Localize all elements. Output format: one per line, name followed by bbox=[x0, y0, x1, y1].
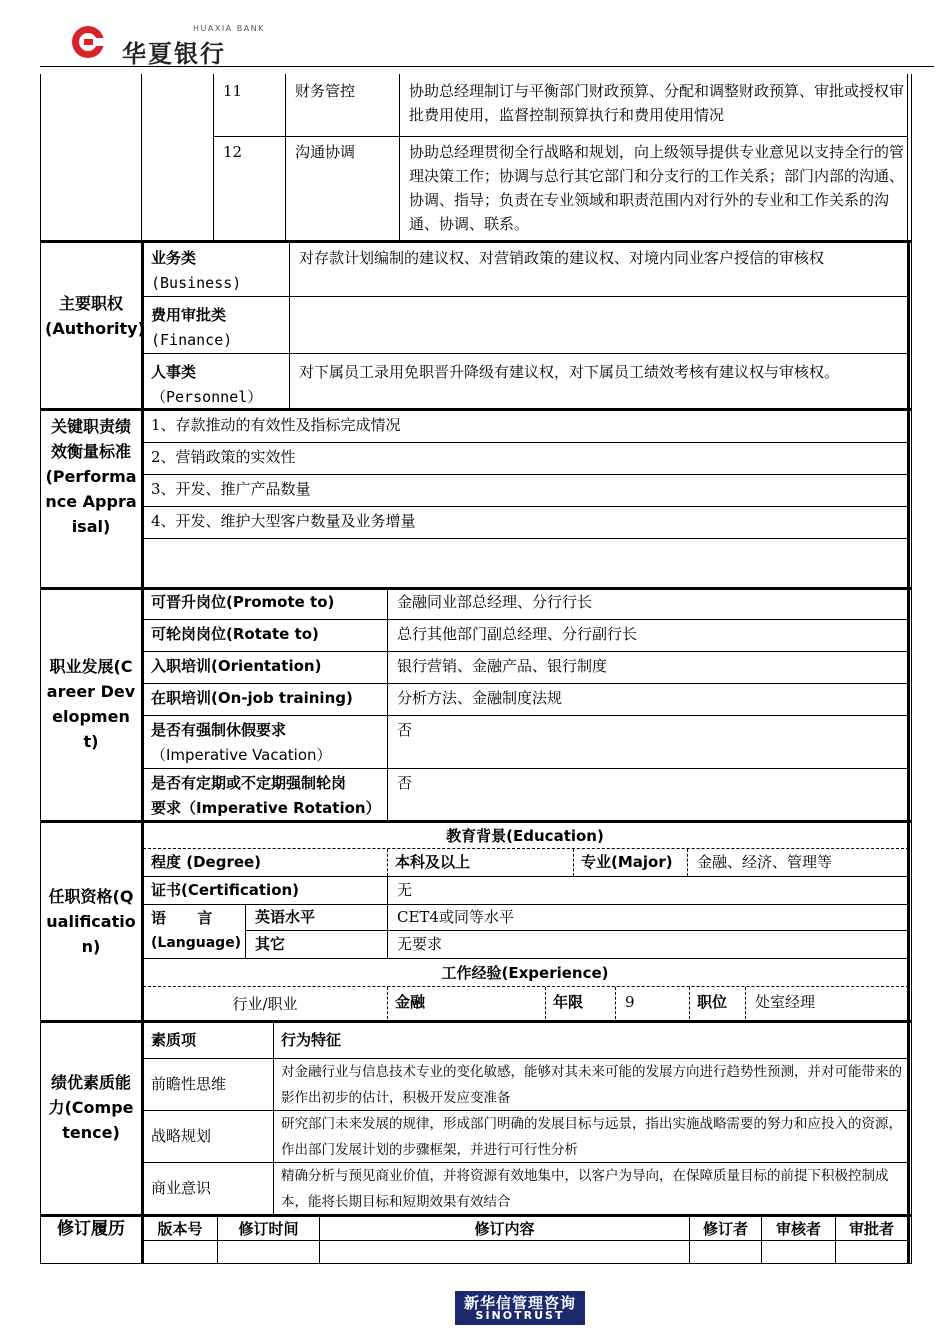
authority-text: 对下属员工录用免职晋升降级有建议权，对下属员工绩效考核有建议权与审核权。 bbox=[299, 363, 840, 381]
degree-label: 程度 (Degree) bbox=[151, 853, 262, 871]
career-key: 是否有强制休假要求 bbox=[151, 721, 287, 739]
authority-category-en: (Business) bbox=[151, 274, 242, 292]
career-section-label: 职业发展(Career Development) bbox=[46, 657, 136, 751]
other-language-value: 无要求 bbox=[397, 935, 443, 953]
english-level-value: CET4或同等水平 bbox=[397, 908, 514, 926]
industry-label: 行业/职业 bbox=[232, 995, 298, 1013]
language-label-en: (Language) bbox=[151, 935, 242, 951]
competence-item: 前瞻性思维 bbox=[151, 1075, 227, 1093]
degree-value: 本科及以上 bbox=[395, 853, 471, 871]
revision-col-header: 审核者 bbox=[775, 1220, 821, 1238]
kpi-item: 1、存款推动的有效性及指标完成情况 bbox=[151, 416, 401, 434]
revision-col-header: 版本号 bbox=[157, 1220, 203, 1238]
english-level-label: 英语水平 bbox=[255, 908, 316, 926]
competence-behavior: 对金融行业与信息技术专业的变化敏感，能够对其未来可能的发展方向进行趋势性预测，并对可能带来的影作出初步的估计，积极开发应变准备 bbox=[281, 1064, 902, 1106]
competence-item: 战略规划 bbox=[151, 1127, 212, 1145]
career-key: 可轮岗岗位(Rotate to) bbox=[151, 625, 319, 643]
bank-name-en: HUAXIA BANK bbox=[193, 24, 265, 33]
authority-category: 业务类 bbox=[151, 249, 197, 267]
footer-name-cn: 新华信管理咨询 bbox=[463, 1294, 576, 1312]
experience-title: 工作经验(Experience) bbox=[441, 964, 609, 982]
authority-text: 对存款计划编制的建议权、对营销政策的建议权、对境内同业客户授信的审核权 bbox=[299, 249, 825, 267]
certification-value: 无 bbox=[397, 881, 413, 899]
authority-category: 人事类 bbox=[151, 363, 197, 381]
competence-section-label: 绩优素质能力(Competence) bbox=[48, 1073, 134, 1142]
career-key: 可晋升岗位(Promote to) bbox=[151, 593, 335, 611]
duty-description: 协助总经理贯彻全行战略和规划，向上级领导提供专业意见以支持全行的管理决策工作；协调与总行其它部门和分支行的工作关系；部门内部的沟通、协调、指导；负责在专业领域和职责范围内对行外的专业和工作关系的沟通、协调、联系。 bbox=[409, 143, 905, 233]
industry-value: 金融 bbox=[395, 993, 426, 1011]
kpi-item: 3、开发、推广产品数量 bbox=[151, 480, 311, 498]
duty-number: 12 bbox=[223, 143, 243, 161]
revision-col-header: 审批者 bbox=[848, 1220, 894, 1238]
kpi-section-label: 关键职责绩效衡量标准(Performance Appraisal) bbox=[45, 417, 137, 536]
header-rule bbox=[40, 66, 934, 67]
revision-col-header: 修订者 bbox=[702, 1220, 748, 1238]
career-key: 在职培训(On-job training) bbox=[151, 689, 353, 707]
revision-col-header: 修订时间 bbox=[238, 1220, 299, 1238]
competence-behavior: 精确分析与预见商业价值，并将资源有效地集中，以客户为导向，在保障质量目标的前提下积极控制成本，能将长期目标和短期效果有效结合 bbox=[281, 1168, 889, 1210]
kpi-item: 2、营销政策的实效性 bbox=[151, 448, 296, 466]
major-value: 金融、经济、管理等 bbox=[697, 853, 833, 871]
competence-col-header: 素质项 bbox=[151, 1031, 197, 1049]
competence-item: 商业意识 bbox=[151, 1179, 212, 1197]
position-label: 职位 bbox=[697, 993, 728, 1011]
major-label: 专业(Major) bbox=[581, 853, 673, 871]
duty-number: 11 bbox=[223, 82, 243, 100]
other-language-label: 其它 bbox=[255, 935, 286, 953]
career-value: 否 bbox=[397, 774, 413, 792]
bank-logo-icon bbox=[70, 24, 110, 60]
bank-name-cn: 华夏银行 bbox=[122, 40, 226, 68]
career-value: 银行营销、金融产品、银行制度 bbox=[397, 657, 608, 675]
duty-title: 财务管控 bbox=[295, 82, 356, 100]
certification-label: 证书(Certification) bbox=[151, 881, 300, 899]
sinotrust-logo bbox=[455, 1291, 585, 1325]
career-key: 是否有定期或不定期强制轮岗 bbox=[151, 774, 347, 792]
qualification-section-label: 任职资格(Qualification) bbox=[46, 887, 136, 956]
years-label: 年限 bbox=[553, 993, 584, 1011]
revision-section-label: 修订履历 bbox=[57, 1219, 125, 1239]
career-key-en: （Imperative Vacation） bbox=[151, 746, 332, 764]
language-label: 语 言 bbox=[151, 909, 213, 927]
job-description-table bbox=[40, 74, 912, 1264]
kpi-item: 4、开发、维护大型客户数量及业务增量 bbox=[151, 512, 416, 530]
duty-description: 协助总经理制订与平衡部门财政预算、分配和调整财政预算、审批或授权审批费用使用，监督控制预算执行和费用使用情况 bbox=[409, 82, 905, 124]
authority-section-label: 主要职权(Authority) bbox=[45, 294, 145, 338]
career-key-en: 要求（Imperative Rotation） bbox=[151, 799, 381, 817]
years-value: 9 bbox=[625, 993, 635, 1011]
position-value: 处室经理 bbox=[755, 993, 816, 1011]
duty-title: 沟通协调 bbox=[295, 143, 356, 161]
competence-behavior: 研究部门未来发展的规律，形成部门明确的发展目标与远景，指出实施战略需要的努力和应投入的资源，作出部门发展计划的步骤框架，并进行可行性分析 bbox=[281, 1116, 902, 1158]
career-value: 分析方法、金融制度法规 bbox=[397, 689, 563, 707]
authority-category-en: (Finance) bbox=[151, 331, 233, 349]
authority-category: 费用审批类 bbox=[151, 306, 227, 324]
revision-col-header: 修订内容 bbox=[474, 1220, 535, 1238]
career-value: 金融同业部总经理、分行行长 bbox=[397, 593, 593, 611]
education-title: 教育背景(Education) bbox=[446, 827, 604, 845]
career-value: 总行其他部门副总经理、分行副行长 bbox=[397, 625, 638, 643]
footer-name-en: SINOTRUST bbox=[475, 1309, 565, 1322]
career-key: 入职培训(Orientation) bbox=[151, 657, 322, 675]
authority-category-en: （Personnel） bbox=[151, 388, 263, 406]
career-value: 否 bbox=[397, 721, 413, 739]
huaxia-bank-logo bbox=[70, 22, 270, 68]
competence-col-header: 行为特征 bbox=[281, 1031, 342, 1049]
